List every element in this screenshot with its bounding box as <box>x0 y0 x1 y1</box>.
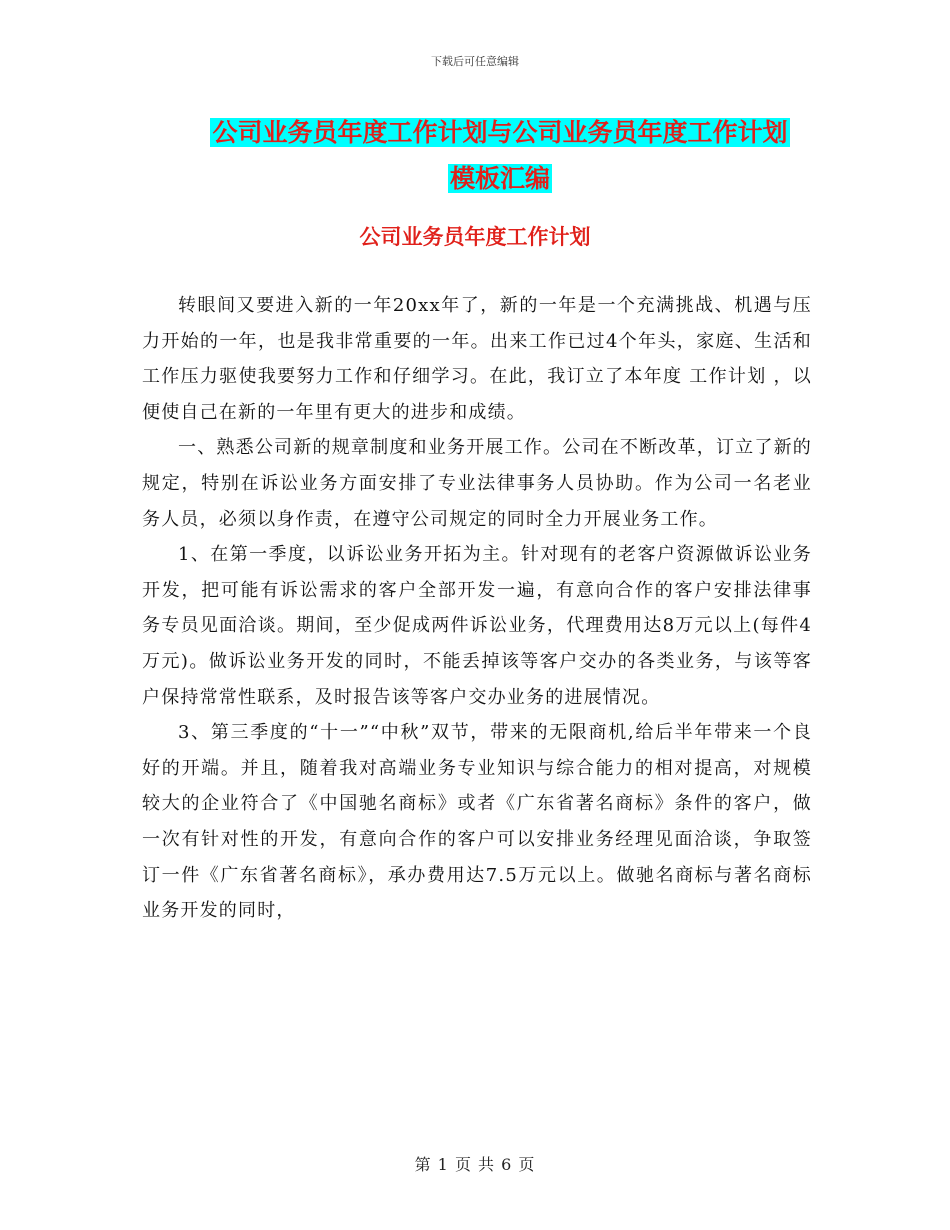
header-note: 下载后可任意编辑 <box>431 55 519 68</box>
document-title <box>140 110 860 202</box>
paragraph-intro: 转眼间又要进入新的一年20xx年了，新的一年是一个充满挑战、机遇与压力开始的一年，也是我非常重要的一年。出来工作已过4个年头，家庭、生活和工作压力驱使我要努力工作和仔细学习。在此，我订立了本年度 工作计划 ，以便使自己在新的一年里有更大的进步和成绩。 <box>142 295 812 423</box>
page-number: 第 1 页 共 6 页 <box>414 1155 536 1174</box>
paragraph-item-3: 3、第三季度的“十一”“中秋”双节，带来的无限商机,给后半年带来一个良好的开端。并且，随着我对高端业务专业知识与综合能力的相对提高，对规模较大的企业符合了《中国驰名商标》或者《广东省著名商标》条件的客户，做一次有针对性的开发，有意向合作的客户可以安排业务经理见面洽谈，争取签订一件《广东省著名商标》，承办费用达7.5万元以上。做驰名商标与著名商标业务开发的同时， <box>142 722 812 922</box>
document-title-line-1: 公司业务员年度工作计划与公司业务员年度工作计划 <box>212 118 788 147</box>
paragraph-section-1: 一、熟悉公司新的规章制度和业务开展工作。公司在不断改革，订立了新的规定，特别在诉讼业务方面安排了专业法律事务人员协助。作为公司一名老业务人员，必须以身作责，在遵守公司规定的同时全力开展业务工作。 <box>142 437 812 530</box>
document-title-line-2: 模板汇编 <box>449 164 550 193</box>
section-title: 公司业务员年度工作计划 <box>359 225 591 249</box>
document-body <box>142 288 812 929</box>
paragraph-item-1: 1、在第一季度，以诉讼业务开拓为主。针对现有的老客户资源做诉讼业务开发，把可能有诉讼需求的客户全部开发一遍，有意向合作的客户安排法律事务专员见面洽谈。期间，至少促成两件诉讼业务，代理费用达8万元以上(每件4万元)。做诉讼业务开发的同时，不能丢掉该等客户交办的各类业务，与该等客户保持常常性联系，及时报告该等客户交办业务的进展情况。 <box>142 544 812 708</box>
